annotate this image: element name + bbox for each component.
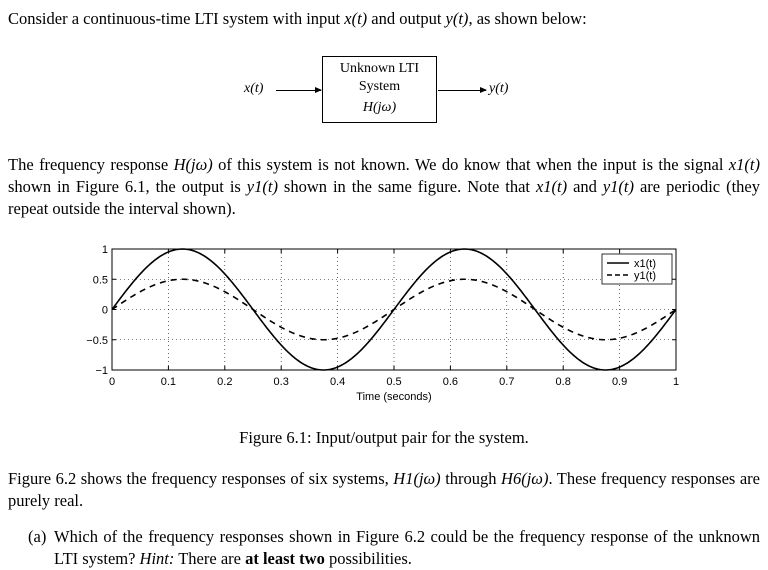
legend-label: x1(t) [634,258,656,270]
intro-part: Consider a continuous-time LTI system with input [8,9,345,28]
text-run: and [567,177,603,196]
math-run: x1(t) [728,155,760,174]
y-tick-label: 0 [101,304,108,317]
x-tick-label: 1 [672,376,680,388]
question-label: (a) [28,527,47,546]
text-run: of this system is not known. We do know that when the input is the signal [212,155,729,174]
text-run: shown in Figure 6.1, the output is [8,177,247,196]
x-tick-label: 0 [108,376,116,388]
diagram-output-label: y(t) [489,81,509,96]
text-run: The frequency response [8,155,174,174]
emphasis: at least two [245,549,325,568]
question-body [54,526,760,570]
math-run: H(jω) [173,155,213,174]
text-run: Figure 6.2 shows the frequency responses of six systems, [8,469,394,488]
input-symbol: x(t) [344,9,368,28]
text-run: shown in the same figure. Note that [277,177,536,196]
text-run: . These frequency responses are purely real. [8,469,760,510]
legend-label: y1(t) [634,270,656,282]
x-tick-label: 0.8 [555,376,571,388]
x-tick-label: 0.4 [329,376,346,388]
output-symbol: y(t) [445,9,469,28]
intro-part: , as shown below: [468,9,587,28]
diagram-input-label: x(t) [244,81,264,96]
y-tick-label: −1 [95,365,108,377]
hint-label: Hint: [139,549,175,568]
x-tick-label: 0.6 [442,376,459,388]
x-tick-label: 0.7 [499,376,515,388]
math-run: y1(t) [602,177,635,196]
x-tick-label: 0.9 [611,376,628,388]
math-run: x1(t) [535,177,568,196]
text-run: There are [174,549,246,568]
x-tick-label: 0.3 [273,376,289,388]
x-tick-label: 0.2 [217,376,233,388]
x-tick-label: 0.1 [160,376,177,388]
text-run: through [440,469,502,488]
x-axis-label: Time (seconds) [356,391,432,403]
text-run: possibilities. [324,549,412,568]
y-tick-label: 0.5 [92,274,108,287]
y-tick-label: 1 [101,244,108,256]
intro-part: and output [367,9,446,28]
y-tick-label: −0.5 [86,334,108,347]
math-run: y1(t) [246,177,278,196]
math-run: H1(jω) [393,469,441,488]
box-line: H(jω) [362,100,397,115]
text-run: Which of the frequency responses shown in Figure 6.2 could be the frequency response of the unknown LTI system? [54,527,760,568]
x-tick-label: 0.5 [386,376,402,388]
math-run: H6(jω) [501,469,549,488]
text-run: are periodic (they repeat outside the interval shown). [8,177,760,218]
figure-caption: Figure 6.1: Input/output pair for the system. [239,428,529,447]
box-line: System [358,79,401,94]
box-line: Unknown LTI [339,61,420,76]
frequency-responses-paragraph [8,468,760,512]
question-a [28,526,760,570]
